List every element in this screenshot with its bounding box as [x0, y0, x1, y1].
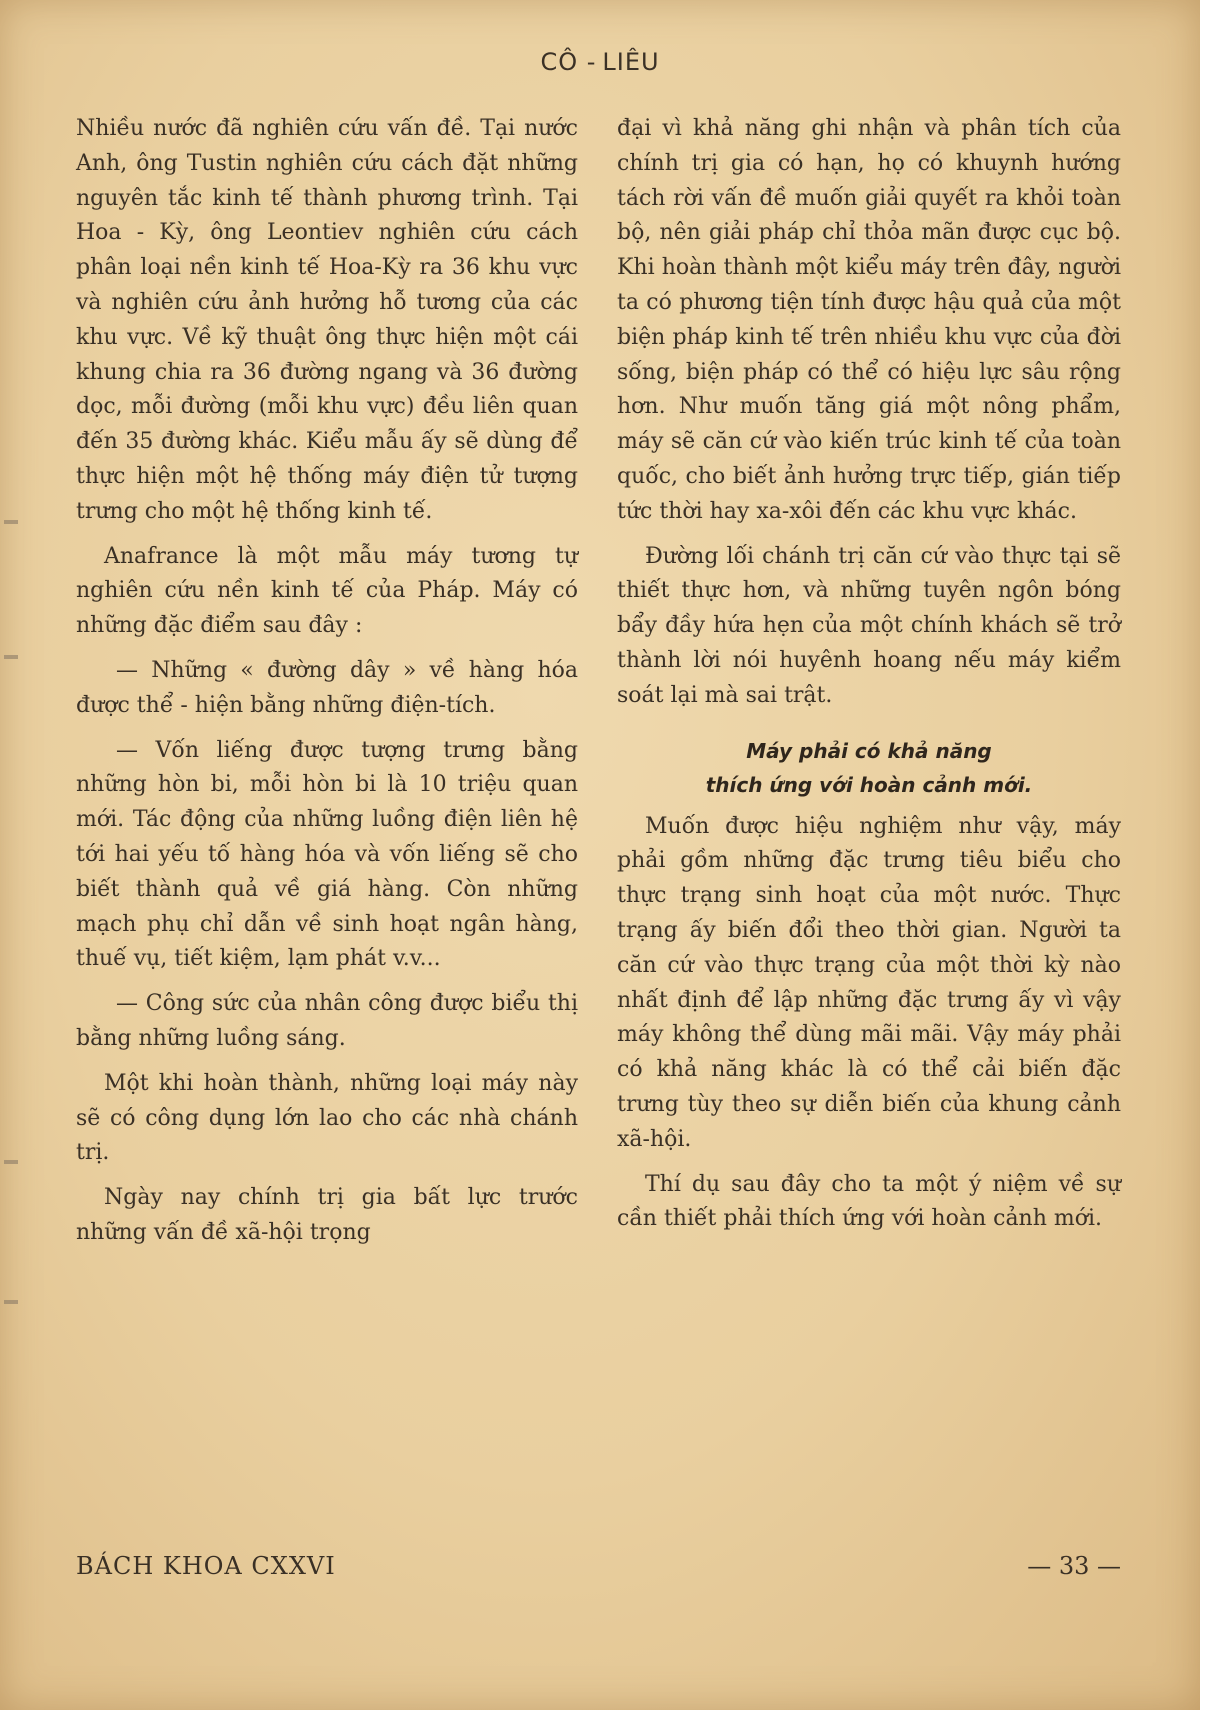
- binding-mark: [4, 1300, 18, 1304]
- magazine-title-footer: BÁCH KHOA CXXVI: [76, 1552, 336, 1580]
- section-heading-line: thích ứng với hoàn cảnh mới.: [705, 772, 1033, 797]
- list-item: — Công sức của nhân công được biểu thị bằng những luồng sáng.: [76, 991, 578, 1051]
- paragraph: Anafrance là một mẫu máy tương tự nghiên cứu nền kinh tế của Pháp. Máy có những đặc điểm sau đây :: [76, 543, 578, 639]
- binding-mark: [4, 655, 18, 659]
- header-left-text: CÔ -: [540, 48, 597, 76]
- paragraph: Ngày nay chính trị gia bất lực trước những vấn đề xã-hội trọng: [76, 1185, 578, 1245]
- paragraph: đại vì khả năng ghi nhận và phân tích của chính trị gia có hạn, họ có khuynh hướng tách rời vấn đề muốn giải quyết ra khỏi toàn bộ, nên giải pháp chỉ thỏa mãn được cục bộ. Khi hoàn thành một kiểu máy trên đây, người ta có phương tiện tính được hậu quả của một biện pháp kinh tế trên nhiều khu vực của đời sống, biện pháp có thể có hiệu lực sâu rộng hơn. Như muốn tăng giá một nông phẩm, máy sẽ căn cứ vào kiến trúc kinh tế của toàn quốc, cho biết ảnh hưởng trực tiếp, gián tiếp tức thời hay xa-xôi đến các khu vực khác.: [617, 116, 1121, 524]
- right-column: [617, 112, 1121, 1247]
- paragraph: Một khi hoàn thành, những loại máy này sẽ có công dụng lớn lao cho các nhà chánh trị.: [76, 1070, 578, 1166]
- paragraph: Nhiều nước đã nghiên cứu vấn đề. Tại nước Anh, ông Tustin nghiên cứu cách đặt những nguyên tắc kinh tế thành phương trình. Tại Hoa - Kỳ, ông Leontiev nghiên cứu cách phân loại nền kinh tế Hoa-Kỳ ra 36 khu vực và nghiên cứu ảnh hưởng hỗ tương của các khu vực. Về kỹ thuật ông thực hiện một cái khung chia ra 36 đường ngang và 36 đường dọc, mỗi đường (mỗi khu vực) đều liên quan đến 35 đường khác. Kiểu mẫu ấy sẽ dùng để thực hiện một hệ thống máy điện tử tượng trưng cho một hệ thống kinh tế.: [76, 116, 578, 524]
- paragraph: Đường lối chánh trị căn cứ vào thực tại sẽ thiết thực hơn, và những tuyên ngôn bóng bẩy đầy hứa hẹn của một chính khách sẽ trở thành lời nói huyênh hoang nếu máy kiểm soát lại mà sai trật.: [617, 543, 1121, 708]
- left-column: [76, 112, 578, 1261]
- section-heading-line: Máy phải có khả năng: [746, 738, 992, 763]
- binding-mark: [4, 520, 18, 524]
- running-header: [0, 48, 1200, 76]
- list-item: — Những « đường dây » về hàng hóa được thể - hiện bằng những điện-tích.: [76, 657, 578, 718]
- list-item: — Vốn liếng được tượng trưng bằng những hòn bi, mỗi hòn bi là 10 triệu quan mới. Tác động của những luồng điện liên hệ tới hai yếu tố hàng hóa và vốn liếng sẽ cho biết thành quả về giá hàng. Còn những mạch phụ chỉ dẫn về sinh hoạt ngân hàng, thuế vụ, tiết kiệm, lạm phát v.v...: [76, 737, 578, 972]
- header-right-text: LIÊU: [602, 48, 660, 76]
- page-number: — 33 —: [1027, 1552, 1121, 1580]
- section-heading: [617, 734, 1121, 802]
- binding-mark: [4, 1160, 18, 1164]
- paragraph: Thí dụ sau đây cho ta một ý niệm về sự cần thiết phải thích ứng với hoàn cảnh mới.: [617, 1171, 1121, 1232]
- paragraph: Muốn được hiệu nghiệm như vậy, máy phải gồm những đặc trưng tiêu biểu cho thực trạng sinh hoạt của một nước. Thực trạng ấy biến đổi theo thời gian. Người ta căn cứ vào thực trạng của một thời kỳ nào nhất định để lập những đặc trưng ấy vì vậy máy không thể dùng mãi mãi. Vậy máy phải có khả năng khác là có thể cải biến đặc trưng tùy theo sự diễn biến của khung cảnh xã-hội.: [617, 813, 1121, 1152]
